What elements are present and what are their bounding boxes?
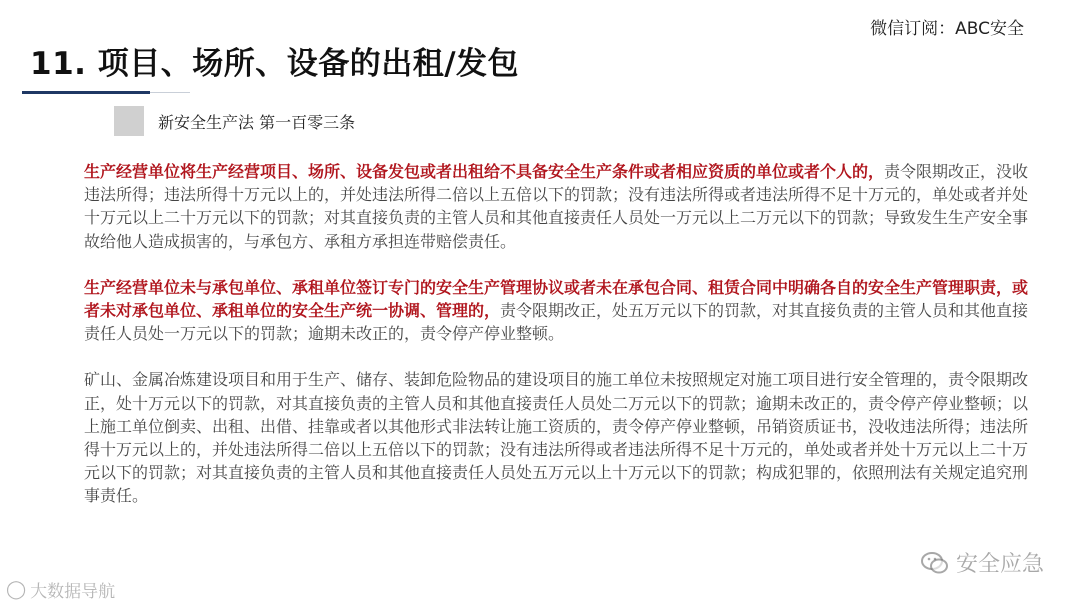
paragraph-3 (84, 368, 1034, 507)
wechat-icon (920, 548, 950, 578)
paragraph-3-text: 矿山、金属冶炼建设项目和用于生产、储存、装卸危险物品的建设项目的施工单位未按照规定对施工项目进行安全管理的，责令限期改正，处十万元以下的罚款，对其直接负责的主管人员和其他直接责任人员处二万元以下的罚款；逾期未改正的，责令停产停业整顿；以上施工单位倒卖、出租、出借、挂靠或者以其他形式非法转让施工资质的，责令停产停业整顿，吊销资质证书，没收违法所得；违法所得十万元以上的，并处违法所得二倍以上五倍以下的罚款；没有违法所得或者违法所得不足十万元的，单处或者并处十万元以上二十万元以下的罚款；对其直接负责的主管人员和其他直接责任人员处五万元以上十万元以下的罚款；构成犯罪的，依照刑法有关规定追究刑事责任。 (84, 370, 1029, 506)
title-underline-extension (150, 92, 190, 93)
paragraph-1 (84, 160, 1034, 253)
watermark-right-text: 安全应急 (955, 552, 1044, 577)
subscribe-label: 微信订阅：ABC安全 (870, 19, 1024, 39)
paragraph-1-text: 责令限期改正，没收违法所得；违法所得十万元以上的，并处违法所得二倍以上五倍以下的罚款；没有违法所得或者违法所得不足十万元的，单处或者并处十万元以上二十万元以下的罚款；对其直接负责的主管人员和其他直接责任人员处一万元以上二万元以下的罚款；导致发生生产安全事故给他人造成损害的，与承包方、承租方承担连带赔偿责任。 (84, 162, 1029, 251)
paragraph-2 (84, 276, 1034, 346)
title-underline (22, 91, 150, 94)
slide-title: 11. 项目、场所、设备的出租/发包 (30, 46, 520, 82)
watermark-right (920, 547, 1044, 578)
law-reference-text: 新安全生产法 第一百零三条 (158, 112, 356, 132)
paragraph-2-emphasis: 生产经营单位未与承包单位、承租单位签订专门的安全生产管理协议或者未在承包合同、租赁合同中明确各自的安全生产管理职责，或者未对承包单位、承租单位的安全生产统一协调、管理的， (84, 277, 1029, 321)
brand-logo-icon: ◯ (6, 579, 27, 600)
article-content (84, 160, 1034, 508)
paragraph-1-emphasis: 生产经营单位将生产经营项目、场所、设备发包或者出租给不具备安全生产条件或者相应资质的单位或者个人的， (84, 162, 885, 181)
law-reference (114, 106, 355, 136)
watermark-left-text: 大数据导航 (30, 582, 116, 602)
paragraph-2-text: 责令限期改正，处五万元以下的罚款，对其直接负责的主管人员和其他直接责任人员处一万元以下的罚款；逾期未改正的，责令停产停业整顿。 (84, 301, 1029, 344)
watermark-left (6, 577, 115, 602)
bullet-square-icon (114, 106, 144, 136)
